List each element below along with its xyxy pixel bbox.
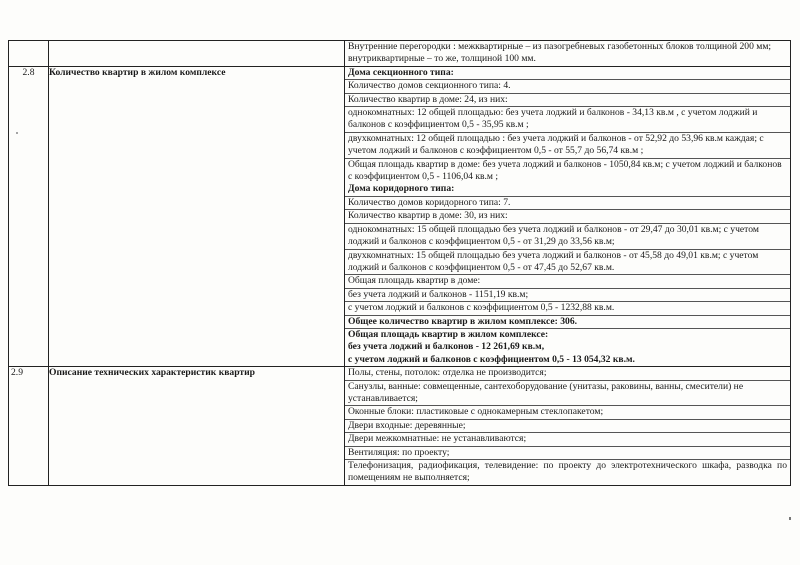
row-value-cell bbox=[345, 367, 791, 486]
corridor-heading: Дома коридорного типа: bbox=[348, 183, 455, 195]
sectional-two-room: двухкомнатных: 12 общей площадью : без учета лоджий и балконов - от 52,92 до 53,96 кв.м каждая; с учетом лоджий и балконов с коэффициентом 0,5 - от 55,7 до 56,74 кв.м ; bbox=[345, 132, 790, 158]
sectional-heading: Дома секционного типа: bbox=[348, 66, 454, 78]
row-number: 2.8 bbox=[9, 66, 49, 366]
corridor-one-room: однокомнатных: 15 общей площадью без учета лоджий и балконов - от 29,47 до 30,01 кв.м; с учетом лоджий и балконов с коэффициентом 0,5 - от 31,29 до 33,56 кв.м; bbox=[345, 223, 790, 249]
corridor-total-with: с учетом лоджий и балконов с коэффициентом 0,5 - 1232,88 кв.м. bbox=[345, 301, 790, 314]
row-number: 2.9 bbox=[9, 367, 49, 486]
corridor-apartments: Количество квартир в доме: 30, из них: bbox=[345, 209, 790, 222]
telecom: Телефонизация, радиофикация, телевидение: по проекту до электротехнического шкафа, разводка по помещениям не выполняется; bbox=[345, 459, 790, 485]
entry-doors: Двери входные: деревянные; bbox=[345, 419, 790, 432]
interior-doors: Двери межкомнатные: не устанавливаются; bbox=[345, 432, 790, 445]
partitions-text: Внутренние перегородки : межквартирные – из пазогребневых газобетонных блоков толщиной 200 мм; внутриквартирные – то же, толщиной 100 мм. bbox=[348, 41, 772, 65]
window-blocks: Оконные блоки: пластиковые с однокамерным стеклопакетом; bbox=[345, 405, 790, 418]
sectional-one-room: однокомнатных: 12 общей площадью: без учета лоджий и балконов - 34,13 кв.м , с учетом лоджий и балконов с коэффициентом 0,5 - 35,95 кв.м ; bbox=[345, 106, 790, 132]
row-value-cell bbox=[345, 41, 791, 67]
bathrooms: Санузлы, ванные: совмещенные, сантехоборудование (унитазы, раковины, ванны, смесители) не устанавливается; bbox=[345, 380, 790, 406]
row-title: Количество квартир в жилом комплексе bbox=[49, 66, 345, 366]
corridor-houses: Количество домов коридорного типа: 7. bbox=[345, 196, 790, 209]
ventilation: Вентиляция: по проекту; bbox=[345, 446, 790, 459]
row-title: Описание технических характеристик квартир bbox=[49, 367, 345, 486]
complex-total-without: без учета лоджий и балконов - 12 261,69 кв.м, bbox=[348, 341, 545, 353]
corridor-total-heading: Общая площадь квартир в доме: bbox=[345, 274, 790, 287]
row-title-cell bbox=[49, 41, 345, 67]
table-row-continuation bbox=[9, 41, 791, 67]
floors-walls-ceiling: Полы, стены, потолок: отделка не производится; bbox=[348, 367, 547, 379]
corridor-total-without: без учета лоджий и балконов - 1151,19 кв.м; bbox=[345, 288, 790, 301]
complex-total-count: Общее количество квартир в жилом комплексе: 306. bbox=[345, 315, 790, 328]
specification-table bbox=[8, 40, 791, 486]
row-number-cell bbox=[9, 41, 49, 67]
sectional-total-area: Общая площадь квартир в доме: без учета лоджий и балконов - 1050,84 кв.м; с учетом лоджий и балконов с коэффициентом 0,5 - 1106,04 кв.м ; bbox=[345, 158, 790, 184]
scan-speck bbox=[789, 517, 791, 520]
complex-total-with: с учетом лоджий и балконов с коэффициентом 0,5 - 13 054,32 кв.м. bbox=[348, 353, 635, 365]
table-row-2-8 bbox=[9, 66, 791, 366]
corridor-two-room: двухкомнатных: 15 общей площадью без учета лоджий и балконов - от 45,58 до 49,01 кв.м; с учетом лоджий и балконов с коэффициентом 0,5 - от 47,45 до 52,67 кв.м. bbox=[345, 249, 790, 275]
scan-speck bbox=[16, 132, 18, 134]
row-value-cell bbox=[345, 66, 791, 366]
sectional-houses: Количество домов секционного типа: 4. bbox=[345, 79, 790, 92]
complex-total-area-heading: Общая площадь квартир в жилом комплексе: bbox=[345, 328, 790, 341]
sectional-apartments: Количество квартир в доме: 24, из них: bbox=[345, 93, 790, 106]
table-row-2-9 bbox=[9, 367, 791, 486]
